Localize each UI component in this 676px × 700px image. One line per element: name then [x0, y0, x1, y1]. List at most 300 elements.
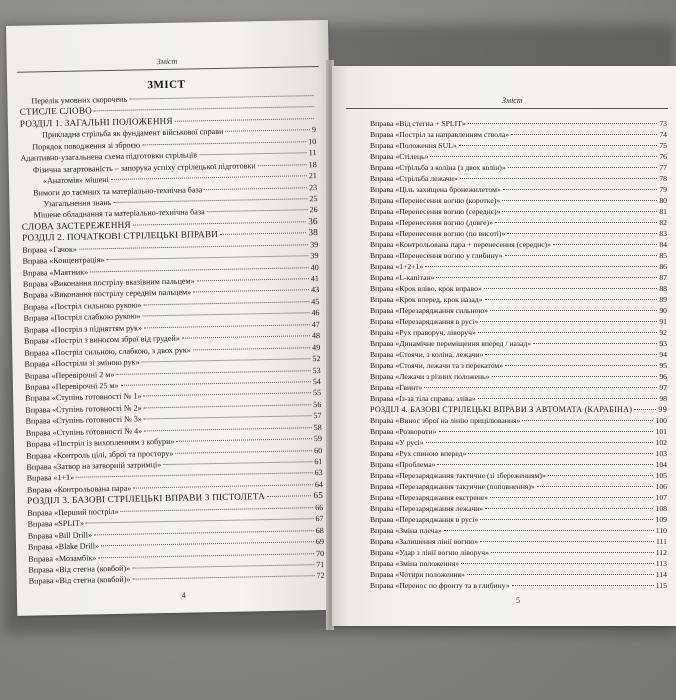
toc-leader-dots: [121, 381, 311, 386]
toc-entry: [370, 338, 667, 349]
toc-entry-page: 101: [655, 427, 667, 436]
toc-entry: [370, 261, 667, 272]
left-header-rule: [17, 66, 319, 73]
toc-leader-dots: [492, 376, 658, 377]
toc-entry: [370, 415, 667, 426]
toc-entry-label: Вправа «1+2+1»: [370, 262, 424, 271]
toc-entry: [370, 305, 667, 316]
toc-leader-dots: [116, 370, 310, 375]
toc-entry-label: Вправа «L-капітан»: [370, 273, 435, 282]
left-toc-list: [19, 90, 324, 587]
toc-entry-label: «Анатомія» мішені: [42, 175, 109, 186]
toc-entry-label: Вправа «Від стегна (ковбой)»: [28, 575, 131, 587]
toc-leader-dots: [491, 552, 654, 553]
toc-entry: [370, 360, 667, 371]
toc-entry-page: 61: [314, 457, 323, 467]
toc-entry-page: 110: [655, 526, 667, 535]
toc-entry-page: 91: [659, 317, 667, 326]
toc-leader-dots: [142, 141, 306, 145]
toc-entry: [370, 316, 667, 327]
toc-entry-page: 21: [308, 171, 318, 181]
toc-entry-label: Вправа «Затвор на затворній затримці»: [26, 460, 162, 472]
toc-leader-dots: [553, 244, 657, 245]
toc-entry-page: 84: [659, 240, 667, 249]
toc-entry-page: 49: [312, 342, 321, 352]
toc-entry-label: Вправа «Ступінь готовності № 1»: [25, 391, 142, 404]
toc-leader-dots: [485, 299, 658, 300]
toc-entry-page: 97: [659, 383, 667, 392]
toc-leader-dots: [505, 365, 657, 366]
toc-leader-dots: [634, 409, 656, 410]
toc-entry-page: 65: [313, 490, 324, 501]
toc-entry-page: 71: [316, 559, 325, 570]
toc-leader-dots: [508, 167, 658, 168]
toc-title: ЗМІСТ: [147, 78, 186, 92]
toc-entry-page: 93: [659, 339, 667, 348]
toc-leader-dots: [133, 221, 306, 225]
toc-leader-dots: [143, 313, 310, 317]
toc-entry-label: СЛОВА ЗАСТЕРЕЖЕННЯ: [21, 219, 131, 232]
toc-entry: [370, 426, 667, 437]
toc-entry-page: 104: [655, 460, 667, 469]
toc-entry-page: 10: [308, 136, 317, 146]
toc-leader-dots: [132, 576, 314, 580]
toc-entry-label: Вправа «Зміна плеча»: [370, 526, 442, 535]
toc-entry: [370, 327, 667, 338]
toc-entry: [370, 129, 667, 140]
toc-entry-page: 54: [312, 376, 321, 387]
toc-leader-dots: [424, 387, 657, 388]
toc-entry-page: 18: [308, 159, 317, 169]
toc-leader-dots: [144, 301, 310, 305]
toc-entry-label: Вправа «Перезаряджання лежачи»: [370, 504, 484, 513]
toc-entry: [370, 206, 667, 217]
toc-entry-page: 102: [655, 438, 667, 447]
toc-entry-label: Вправа «Контрольована пара»: [26, 483, 132, 495]
toc-entry-page: 39: [310, 251, 319, 261]
toc-entry-label: Вправа «Постріл із вихопленням з кобури»: [25, 436, 175, 449]
toc-entry-label: Вправа «Лежачи з різних положень»: [370, 372, 490, 381]
toc-leader-dots: [478, 332, 657, 333]
toc-leader-dots: [101, 541, 314, 546]
toc-entry: [370, 272, 667, 283]
toc-entry-label: РОЗДІЛ 4. БАЗОВІ СТРІЛЕЦЬКІ ВПРАВИ З АВТОМАТА (КАРАБІНА): [370, 405, 633, 414]
toc-entry-page: 111: [656, 537, 667, 546]
toc-entry-label: Вправа «Від стегна + SPLIT»: [370, 119, 466, 128]
toc-entry-page: 82: [659, 218, 667, 227]
toc-entry-label: Вправа «Удар з лінії вогню ліворуч»: [370, 548, 489, 557]
toc-entry: [370, 481, 667, 492]
left-page-number: 4: [181, 590, 187, 600]
toc-entry-page: 56: [313, 399, 322, 409]
toc-entry-page: 95: [659, 361, 667, 370]
toc-leader-dots: [461, 563, 654, 564]
toc-entry-label: Перелік умовних скорочень: [31, 94, 128, 106]
toc-entry-label: Вправа «Перезаряджання екстрене»: [370, 493, 489, 502]
toc-entry-page: 106: [655, 482, 667, 491]
toc-leader-dots: [439, 431, 654, 432]
toc-entry: [370, 547, 667, 558]
toc-leader-dots: [225, 129, 310, 132]
toc-entry: [370, 448, 667, 459]
right-page: [332, 66, 676, 626]
toc-leader-dots: [426, 442, 654, 443]
right-running-head: Зміст: [502, 96, 523, 105]
toc-leader-dots: [495, 222, 657, 223]
toc-entry: [370, 151, 667, 162]
toc-entry: [370, 371, 667, 382]
toc-entry-label: Адаптивно-узагальнена схема підготовки стрільців: [20, 150, 198, 163]
toc-entry-label: Вправа «Постріл сильною, слабкою, з двох рук»: [24, 345, 191, 358]
toc-leader-dots: [485, 354, 657, 355]
toc-entry-page: 74: [659, 130, 667, 139]
toc-leader-dots: [537, 486, 654, 487]
toc-leader-dots: [460, 178, 658, 179]
toc-entry-label: СТИСЛЕ СЛОВО: [19, 105, 93, 118]
toc-entry-label: Мішене обладнання та матеріально-технічна база: [33, 207, 205, 220]
toc-entry-label: Вправа «Від стегна (ковбой)»: [28, 563, 131, 575]
toc-leader-dots: [175, 118, 314, 122]
toc-entry-label: Вправа «Крок вліво, крок вправо»: [370, 284, 482, 293]
toc-leader-dots: [144, 324, 310, 328]
toc-leader-dots: [444, 530, 654, 531]
toc-entry: [370, 437, 667, 448]
toc-entry-page: 115: [655, 581, 667, 590]
toc-entry-label: Вправа «Перенесення вогню (коротке)»: [370, 196, 501, 205]
toc-entry-label: Вправа «Постріли зі зміною рук»: [24, 357, 140, 369]
toc-entry-label: Фізична загартованість – запорука успіху стрілецької підготовки: [32, 160, 256, 175]
toc-entry: [370, 492, 667, 503]
toc-entry-label: Вправа «Гвинт»: [370, 383, 423, 392]
toc-leader-dots: [98, 553, 314, 558]
toc-entry-label: Вправа «Динамічне переміщення вперед / назад»: [370, 339, 532, 348]
right-header-rule: [346, 108, 668, 109]
toc-leader-dots: [193, 347, 310, 350]
toc-entry-page: 105: [655, 471, 667, 480]
toc-leader-dots: [503, 189, 658, 190]
toc-entry: [370, 283, 667, 294]
toc-entry-label: Вправа «Постріл сильною рукою»: [23, 300, 142, 312]
toc-entry-label: Вправа «SPLIT»: [27, 518, 85, 529]
toc-leader-dots: [144, 404, 312, 408]
toc-entry: [370, 250, 667, 261]
toc-leader-dots: [437, 464, 653, 465]
toc-entry-label: Вправа «1+1»: [26, 473, 75, 484]
toc-entry-page: 53: [312, 365, 321, 375]
toc-entry-label: Вправа «Гачок»: [22, 244, 77, 255]
toc-entry-page: 98: [659, 394, 667, 403]
toc-entry-label: Вправа «Bill Drill»: [27, 530, 93, 541]
toc-entry-page: 89: [659, 295, 667, 304]
toc-entry-label: Вправа «Стоячи, з коліна, лежачи»: [370, 350, 484, 359]
right-page-number: 5: [516, 596, 520, 605]
toc-leader-dots: [197, 278, 309, 281]
toc-entry: [370, 228, 667, 239]
toc-entry-label: Вправа «Перенесення вогню (довге)»: [370, 218, 493, 227]
toc-leader-dots: [505, 255, 658, 256]
toc-leader-dots: [199, 152, 307, 155]
toc-entry: [370, 393, 667, 404]
toc-leader-dots: [522, 420, 653, 421]
toc-entry-page: 58: [313, 422, 322, 432]
toc-leader-dots: [425, 266, 657, 267]
toc-entry-page: 67: [315, 514, 324, 524]
toc-entry-label: Вправа «Стоячи, лежачи та з перекатом»: [370, 361, 504, 370]
left-page: [6, 20, 339, 616]
toc-entry-label: Вправа «Перенесення вогню (середнє)»: [370, 207, 501, 216]
toc-entry-page: 46: [311, 308, 320, 318]
toc-entry-page: 88: [659, 284, 667, 293]
toc-leader-dots: [267, 496, 311, 498]
toc-entry-page: 70: [315, 548, 325, 558]
left-running-head: Зміст: [156, 56, 178, 67]
toc-entry-page: 79: [659, 185, 667, 194]
toc-entry: [370, 580, 667, 591]
toc-entry: [370, 162, 667, 173]
toc-entry-page: 107: [655, 493, 667, 502]
toc-leader-dots: [490, 497, 653, 498]
toc-entry-label: Вправа «Контроль цілі, зброї та простору»: [26, 448, 174, 461]
toc-entry-page: 63: [314, 468, 323, 478]
toc-entry-page: 66: [315, 502, 324, 512]
toc-entry-label: Вправа «Перезаряджання в русі»: [370, 515, 479, 524]
toc-entry-page: 11: [308, 148, 317, 158]
toc-entry-label: Вправа «У русі»: [370, 438, 424, 447]
toc-entry-page: 100: [655, 416, 667, 425]
toc-entry-label: Вправа «Перший постріл»: [27, 506, 119, 518]
toc-entry-page: 114: [655, 570, 667, 579]
toc-entry-label: Вправа «Із-за тіла справа, зліва»: [370, 394, 476, 403]
toc-leader-dots: [86, 518, 313, 523]
toc-leader-dots: [220, 233, 306, 236]
toc-entry-page: 87: [659, 273, 667, 282]
toc-leader-dots: [79, 244, 308, 249]
toc-entry-label: Вправа «Контрольована пара + перенесення (середнє)»: [370, 240, 551, 249]
toc-entry-label: Вправа «Винос зброї на лінію прицілювання»: [370, 416, 521, 425]
toc-leader-dots: [129, 95, 313, 100]
toc-entry-label: Вправа «Проблема»: [370, 460, 436, 469]
toc-entry-page: 47: [311, 319, 320, 329]
toc-entry-label: Вправа «Постріл за направленням ствола»: [370, 130, 510, 139]
toc-entry-page: 57: [313, 411, 322, 421]
toc-entry-page: 75: [659, 141, 667, 150]
toc-entry-page: 73: [659, 119, 667, 128]
toc-entry-page: 112: [655, 548, 667, 557]
toc-section-heading: [370, 404, 667, 415]
toc-entry-label: Вправа «Рух праворуч, ліворуч»: [370, 328, 476, 337]
toc-entry-label: Вправа «Залишення лінії вогню»: [370, 537, 479, 546]
toc-leader-dots: [480, 321, 657, 322]
toc-leader-dots: [507, 233, 657, 234]
toc-leader-dots: [143, 393, 311, 397]
toc-entry: [370, 184, 667, 195]
toc-entry-label: Вправа «Рух спиною вперед»: [370, 449, 467, 458]
toc-leader-dots: [467, 574, 654, 575]
toc-leader-dots: [182, 335, 310, 338]
toc-leader-dots: [121, 507, 314, 512]
toc-leader-dots: [107, 255, 309, 260]
toc-entry-label: Вправа «Постріл з підняттям рук»: [23, 323, 143, 335]
toc-entry-label: Вправа «Розвороти»: [370, 427, 437, 436]
toc-entry-label: Вправа «Перенесення вогню у глибину»: [370, 251, 503, 260]
toc-entry-label: Вправа «Перезаряджання сильною»: [370, 306, 489, 315]
toc-entry: [370, 173, 667, 184]
toc-leader-dots: [548, 475, 654, 476]
toc-entry-page: 78: [659, 174, 667, 183]
toc-entry-label: Вправа «Ціль захищена бронежилетом»: [370, 185, 501, 194]
toc-leader-dots: [132, 564, 314, 568]
toc-entry-page: 39: [310, 239, 319, 249]
toc-leader-dots: [512, 585, 654, 586]
toc-entry-label: РОЗДІЛ 2. ПОЧАТКОВІ СТРІЛЕЦЬКІ ВПРАВИ: [21, 229, 219, 243]
toc-entry: [370, 569, 667, 580]
toc-leader-dots: [176, 438, 311, 442]
toc-entry-page: 77: [659, 163, 667, 172]
toc-entry-page: 36: [308, 215, 318, 227]
toc-entry-page: 52: [312, 354, 321, 364]
toc-leader-dots: [76, 473, 312, 479]
toc-entry-page: 38: [308, 227, 319, 238]
toc-entry-label: Вимоги до таємних та матеріально-технічна база: [33, 184, 203, 198]
toc-entry-label: Вправа «Ступінь готовності № 4»: [25, 426, 143, 438]
toc-entry-label: Вправа «Мозамбік»: [28, 552, 97, 564]
toc-entry-label: РОЗДІЛ 1. ЗАГАЛЬНІ ПОЛОЖЕННЯ: [19, 115, 173, 129]
toc-entry-page: 86: [659, 262, 667, 271]
right-toc-list: [370, 118, 667, 591]
toc-entry-label: Вправа «Крок вперед, крок назад»: [370, 295, 483, 304]
toc-leader-dots: [163, 461, 312, 465]
toc-entry-page: 96: [659, 372, 667, 381]
toc-leader-dots: [459, 145, 658, 146]
toc-entry-page: 103: [655, 449, 667, 458]
toc-entry-page: 81: [659, 207, 667, 216]
toc-leader-dots: [94, 107, 314, 112]
toc-entry-label: Вправа «Постріл слабкою рукою»: [23, 311, 141, 324]
toc-entry-label: Вправа «Blake Drill»: [27, 541, 100, 552]
toc-leader-dots: [207, 210, 308, 213]
toc-entry-label: Вправа «Ступінь готовності № 3»: [25, 414, 142, 426]
toc-entry: [370, 514, 667, 525]
toc-entry-page: 69: [315, 537, 325, 547]
toc-entry-page: 26: [309, 205, 318, 215]
toc-entry: [370, 239, 667, 250]
toc-leader-dots: [511, 134, 657, 135]
toc-entry-label: Вправа «Перевірочні 2 м»: [24, 369, 115, 381]
toc-entry-label: Вправа «Виконання пострілу вказівним пальцем»: [22, 276, 195, 289]
toc-entry-label: Узагальнення знань: [43, 197, 112, 209]
toc-entry-page: 83: [659, 229, 667, 238]
toc-entry-page: 25: [309, 193, 318, 204]
toc-entry: [370, 294, 667, 305]
toc-entry-page: 45: [311, 296, 320, 307]
toc-entry: [370, 382, 667, 393]
toc-entry-page: 41: [310, 274, 319, 284]
toc-entry-label: Вправа «Перезаряджання тактичне (поповнення)»: [370, 482, 535, 491]
toc-entry: [370, 525, 667, 536]
toc-leader-dots: [533, 343, 657, 344]
toc-leader-dots: [144, 427, 312, 431]
toc-entry-label: Вправа «Виконання пострілу середнім пальцем»: [23, 287, 192, 301]
toc-entry: [370, 217, 667, 228]
toc-entry-label: Вправа «Чотири положення»: [370, 570, 465, 579]
toc-leader-dots: [94, 530, 314, 535]
toc-entry-page: 80: [659, 196, 667, 205]
toc-entry-label: РОЗДІЛ 3. БАЗОВІ СТРІЛЕЦЬКІ ВПРАВИ З ПІСТОЛЕТА: [27, 491, 266, 506]
toc-entry: [370, 459, 667, 470]
toc-entry-page: 64: [314, 479, 323, 490]
toc-leader-dots: [468, 123, 658, 124]
toc-entry: [370, 470, 667, 481]
toc-leader-dots: [133, 484, 313, 488]
toc-entry-page: 9: [311, 125, 317, 135]
toc-entry-label: Вправа «Ступінь готовності № 2»: [25, 403, 142, 415]
toc-entry: [370, 140, 667, 151]
toc-entry-label: Вправа «Перенос по фронту та в глибину»: [370, 581, 510, 590]
toc-entry-page: 72: [316, 571, 325, 581]
toc-entry-label: Вправа «Постріл з виносом зброї від грудей»: [23, 333, 180, 346]
toc-leader-dots: [111, 175, 307, 180]
toc-leader-dots: [484, 288, 658, 289]
toc-leader-dots: [144, 415, 312, 419]
toc-leader-dots: [175, 450, 312, 454]
toc-entry-label: Прикладна стрільба як фундамент військової справи: [42, 127, 224, 140]
toc-entry-label: Вправа «Зміна положення»: [370, 559, 460, 568]
toc-entry-page: 43: [310, 285, 320, 295]
toc-entry: [370, 536, 667, 547]
toc-entry-page: 108: [655, 504, 667, 513]
toc-entry-page: 90: [659, 306, 667, 315]
toc-leader-dots: [193, 290, 309, 293]
toc-leader-dots: [490, 310, 657, 311]
toc-leader-dots: [113, 198, 307, 203]
toc-entry-page: 76: [659, 152, 667, 161]
toc-leader-dots: [502, 200, 657, 201]
toc-leader-dots: [485, 508, 653, 509]
toc-leader-dots: [90, 267, 308, 272]
toc-entry-page: 59: [313, 434, 323, 444]
toc-entry-page: 94: [659, 350, 667, 359]
toc-entry-label: Вправа «Стрільба лежачи»: [370, 174, 458, 183]
toc-entry-page: 92: [659, 328, 667, 337]
toc-entry: [370, 349, 667, 360]
toc-leader-dots: [436, 277, 657, 278]
toc-leader-dots: [480, 519, 653, 520]
toc-leader-dots: [204, 187, 307, 190]
toc-entry-label: Вправа «Стрільба з коліна (з двох колін)»: [370, 163, 506, 172]
toc-entry: [370, 503, 667, 514]
toc-entry-label: Вправа «Положення SUL»: [370, 141, 457, 150]
toc-entry-label: Вправа «Маятник»: [22, 267, 89, 278]
toc-entry-page: 85: [659, 251, 667, 260]
toc-entry: [370, 558, 667, 569]
toc-entry-label: Вправа «Перезаряджання тактичне (зі збереженням)»: [370, 471, 546, 480]
toc-leader-dots: [258, 164, 307, 166]
toc-entry-page: 113: [655, 559, 667, 568]
toc-leader-dots: [430, 156, 657, 157]
toc-entry-label: Порядок поводження зі зброєю: [32, 140, 141, 152]
toc-leader-dots: [468, 453, 653, 454]
toc-entry-label: Вправа «Перезаряджання в русі»: [370, 317, 479, 326]
toc-entry-page: 60: [314, 445, 323, 455]
toc-entry-label: Вправа «Концентрація»: [22, 255, 105, 266]
toc-entry-label: Вправа «Перенесення вогню (по висоті)»: [370, 229, 506, 238]
toc-entry-page: 68: [315, 525, 324, 535]
toc-leader-dots: [142, 358, 311, 362]
toc-entry-page: 40: [310, 262, 319, 272]
toc-leader-dots: [502, 211, 657, 212]
toc-entry-page: 55: [312, 388, 322, 398]
toc-entry-page: 23: [308, 182, 318, 192]
